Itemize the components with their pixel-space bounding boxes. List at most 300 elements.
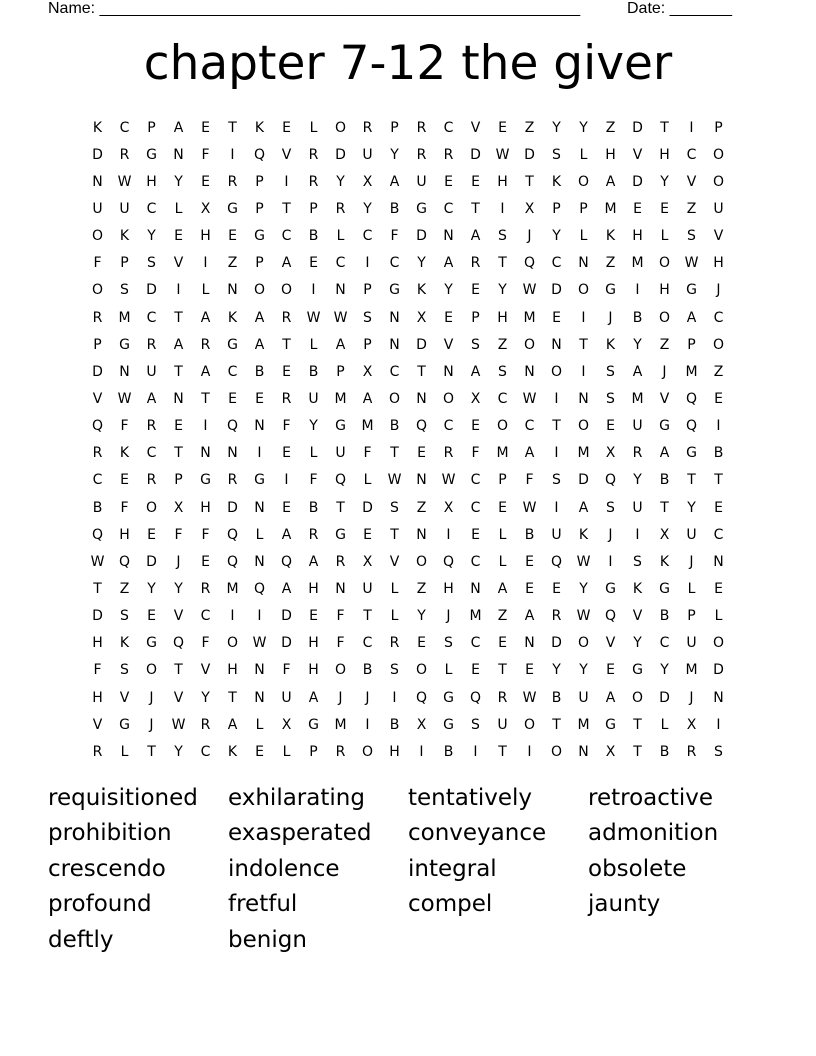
grid-letter[interactable]: H: [389, 743, 400, 760]
grid-letter[interactable]: L: [714, 608, 723, 625]
grid-letter[interactable]: L: [174, 200, 183, 217]
grid-letter[interactable]: Y: [147, 228, 156, 245]
grid-letter[interactable]: E: [660, 200, 669, 217]
grid-letter[interactable]: R: [308, 146, 319, 163]
grid-letter[interactable]: R: [200, 716, 211, 733]
grid-letter[interactable]: D: [281, 608, 292, 625]
grid-letter[interactable]: T: [498, 743, 507, 760]
grid-letter[interactable]: T: [228, 689, 237, 706]
grid-letter[interactable]: X: [362, 363, 373, 380]
grid-letter[interactable]: T: [282, 200, 291, 217]
grid-letter[interactable]: R: [389, 635, 400, 652]
grid-letter[interactable]: G: [227, 200, 238, 217]
grid-letter[interactable]: D: [632, 119, 643, 136]
grid-letter[interactable]: Q: [550, 553, 563, 570]
grid-letter[interactable]: F: [282, 418, 291, 435]
grid-letter[interactable]: L: [309, 445, 318, 462]
grid-letter[interactable]: R: [281, 390, 292, 407]
grid-letter[interactable]: U: [686, 526, 697, 543]
grid-letter[interactable]: O: [280, 282, 293, 299]
grid-letter[interactable]: A: [200, 363, 211, 380]
grid-letter[interactable]: H: [119, 526, 130, 543]
grid-letter[interactable]: L: [309, 336, 318, 353]
grid-letter[interactable]: W: [387, 472, 402, 489]
grid-letter[interactable]: H: [227, 662, 238, 679]
grid-letter[interactable]: X: [362, 173, 373, 190]
grid-letter[interactable]: P: [147, 119, 156, 136]
grid-letter[interactable]: E: [471, 526, 480, 543]
grid-letter[interactable]: Q: [469, 689, 482, 706]
grid-letter[interactable]: P: [498, 472, 507, 489]
grid-letter[interactable]: E: [309, 608, 318, 625]
grid-letter[interactable]: P: [93, 336, 102, 353]
grid-letter[interactable]: U: [632, 499, 643, 516]
grid-letter[interactable]: M: [577, 445, 590, 462]
grid-letter[interactable]: N: [173, 146, 184, 163]
grid-letter[interactable]: H: [605, 146, 616, 163]
grid-letter[interactable]: G: [254, 228, 265, 245]
grid-letter[interactable]: G: [119, 336, 130, 353]
grid-letter[interactable]: C: [362, 228, 373, 245]
grid-letter[interactable]: N: [713, 553, 724, 570]
grid-letter[interactable]: F: [309, 472, 318, 489]
grid-letter[interactable]: T: [687, 472, 696, 489]
grid-letter[interactable]: Q: [334, 472, 347, 489]
grid-letter[interactable]: E: [282, 499, 291, 516]
grid-letter[interactable]: T: [552, 418, 561, 435]
grid-letter[interactable]: P: [309, 200, 318, 217]
grid-letter[interactable]: B: [308, 363, 319, 380]
grid-letter[interactable]: C: [551, 255, 562, 272]
grid-letter[interactable]: Y: [633, 336, 642, 353]
grid-letter[interactable]: Y: [552, 228, 561, 245]
grid-letter[interactable]: B: [92, 499, 103, 516]
grid-letter[interactable]: T: [174, 445, 183, 462]
grid-letter[interactable]: S: [120, 662, 129, 679]
grid-letter[interactable]: R: [497, 689, 508, 706]
grid-letter[interactable]: I: [608, 553, 613, 570]
grid-letter[interactable]: D: [524, 146, 535, 163]
grid-letter[interactable]: E: [201, 553, 210, 570]
grid-letter[interactable]: B: [389, 200, 400, 217]
grid-letter[interactable]: O: [577, 282, 590, 299]
grid-letter[interactable]: B: [254, 363, 265, 380]
grid-letter[interactable]: S: [606, 363, 615, 380]
grid-letter[interactable]: E: [525, 553, 534, 570]
grid-letter[interactable]: T: [201, 390, 210, 407]
grid-letter[interactable]: I: [554, 445, 559, 462]
grid-letter[interactable]: Z: [497, 608, 508, 625]
grid-letter[interactable]: N: [524, 635, 535, 652]
grid-letter[interactable]: C: [470, 472, 481, 489]
grid-letter[interactable]: N: [227, 282, 238, 299]
grid-letter[interactable]: L: [390, 580, 399, 597]
grid-letter[interactable]: U: [362, 580, 373, 597]
grid-letter[interactable]: R: [443, 445, 454, 462]
grid-letter[interactable]: E: [255, 390, 264, 407]
grid-letter[interactable]: Y: [579, 662, 588, 679]
grid-letter[interactable]: B: [308, 228, 319, 245]
grid-letter[interactable]: C: [146, 309, 157, 326]
grid-letter[interactable]: I: [176, 282, 181, 299]
grid-letter[interactable]: J: [365, 689, 370, 706]
name-field-label[interactable]: Name: ______________________________________________________: [48, 0, 581, 17]
grid-letter[interactable]: Y: [552, 119, 561, 136]
grid-letter[interactable]: I: [257, 608, 262, 625]
grid-letter[interactable]: V: [389, 553, 400, 570]
grid-letter[interactable]: A: [335, 336, 346, 353]
grid-letter[interactable]: B: [362, 662, 373, 679]
grid-letter[interactable]: U: [551, 526, 562, 543]
grid-letter[interactable]: M: [523, 309, 536, 326]
grid-letter[interactable]: L: [309, 119, 318, 136]
grid-letter[interactable]: Y: [633, 635, 642, 652]
grid-letter[interactable]: A: [605, 173, 616, 190]
grid-letter[interactable]: P: [174, 472, 183, 489]
grid-letter[interactable]: T: [390, 526, 399, 543]
grid-letter[interactable]: Z: [605, 119, 616, 136]
grid-letter[interactable]: K: [578, 526, 589, 543]
grid-letter[interactable]: T: [498, 255, 507, 272]
grid-letter[interactable]: S: [498, 228, 507, 245]
grid-letter[interactable]: M: [685, 662, 698, 679]
grid-letter[interactable]: G: [605, 716, 616, 733]
grid-letter[interactable]: G: [686, 445, 697, 462]
grid-letter[interactable]: V: [443, 336, 454, 353]
grid-letter[interactable]: E: [714, 390, 723, 407]
grid-letter[interactable]: R: [686, 743, 697, 760]
grid-letter[interactable]: T: [282, 336, 291, 353]
grid-letter[interactable]: R: [335, 743, 346, 760]
grid-letter[interactable]: W: [522, 689, 537, 706]
grid-letter[interactable]: W: [252, 635, 267, 652]
grid-letter[interactable]: I: [230, 146, 235, 163]
grid-letter[interactable]: L: [390, 608, 399, 625]
grid-letter[interactable]: S: [120, 608, 129, 625]
grid-letter[interactable]: K: [416, 282, 427, 299]
grid-letter[interactable]: J: [149, 689, 154, 706]
grid-letter[interactable]: A: [578, 499, 589, 516]
grid-letter[interactable]: P: [336, 363, 345, 380]
grid-letter[interactable]: U: [416, 173, 427, 190]
grid-letter[interactable]: B: [389, 716, 400, 733]
grid-letter[interactable]: G: [443, 689, 454, 706]
grid-letter[interactable]: O: [550, 363, 563, 380]
grid-letter[interactable]: N: [254, 418, 265, 435]
grid-letter[interactable]: C: [443, 119, 454, 136]
grid-letter[interactable]: I: [230, 608, 235, 625]
grid-letter[interactable]: A: [308, 553, 319, 570]
grid-letter[interactable]: Q: [226, 526, 239, 543]
grid-letter[interactable]: Y: [660, 173, 669, 190]
grid-letter[interactable]: P: [309, 743, 318, 760]
grid-letter[interactable]: G: [119, 716, 130, 733]
grid-letter[interactable]: W: [522, 390, 537, 407]
grid-letter[interactable]: P: [363, 336, 372, 353]
grid-letter[interactable]: F: [93, 662, 102, 679]
grid-letter[interactable]: D: [551, 282, 562, 299]
grid-letter[interactable]: R: [146, 418, 157, 435]
grid-letter[interactable]: M: [577, 716, 590, 733]
grid-letter[interactable]: C: [524, 418, 535, 435]
grid-letter[interactable]: E: [471, 662, 480, 679]
grid-letter[interactable]: O: [631, 689, 644, 706]
grid-letter[interactable]: U: [632, 418, 643, 435]
grid-letter[interactable]: V: [119, 689, 130, 706]
grid-letter[interactable]: R: [119, 146, 130, 163]
grid-letter[interactable]: Q: [172, 635, 185, 652]
grid-letter[interactable]: E: [228, 390, 237, 407]
grid-letter[interactable]: W: [306, 309, 321, 326]
grid-letter[interactable]: R: [92, 445, 103, 462]
grid-letter[interactable]: Z: [416, 499, 427, 516]
grid-letter[interactable]: Y: [687, 499, 696, 516]
grid-letter[interactable]: N: [524, 363, 535, 380]
grid-letter[interactable]: A: [524, 445, 535, 462]
grid-letter[interactable]: L: [444, 662, 453, 679]
grid-letter[interactable]: C: [497, 390, 508, 407]
grid-letter[interactable]: L: [336, 228, 345, 245]
grid-letter[interactable]: T: [471, 200, 480, 217]
grid-letter[interactable]: E: [714, 499, 723, 516]
grid-letter[interactable]: N: [578, 390, 589, 407]
grid-letter[interactable]: B: [551, 689, 562, 706]
grid-letter[interactable]: X: [686, 716, 697, 733]
grid-letter[interactable]: A: [659, 445, 670, 462]
grid-letter[interactable]: G: [389, 282, 400, 299]
grid-letter[interactable]: O: [442, 390, 455, 407]
grid-letter[interactable]: R: [92, 743, 103, 760]
grid-letter[interactable]: V: [713, 228, 724, 245]
grid-letter[interactable]: P: [363, 282, 372, 299]
grid-letter[interactable]: T: [660, 499, 669, 516]
grid-letter[interactable]: H: [659, 282, 670, 299]
grid-letter[interactable]: F: [471, 445, 480, 462]
grid-letter[interactable]: I: [203, 255, 208, 272]
grid-letter[interactable]: F: [336, 635, 345, 652]
grid-letter[interactable]: G: [335, 526, 346, 543]
grid-letter[interactable]: C: [713, 526, 724, 543]
grid-letter[interactable]: D: [227, 499, 238, 516]
grid-letter[interactable]: X: [470, 390, 481, 407]
grid-letter[interactable]: W: [441, 472, 456, 489]
grid-letter[interactable]: V: [632, 608, 643, 625]
grid-letter[interactable]: K: [119, 228, 130, 245]
grid-letter[interactable]: L: [255, 526, 264, 543]
grid-letter[interactable]: T: [417, 363, 426, 380]
grid-letter[interactable]: Z: [119, 580, 130, 597]
grid-letter[interactable]: L: [282, 743, 291, 760]
grid-letter[interactable]: F: [363, 445, 372, 462]
grid-letter[interactable]: C: [227, 363, 238, 380]
grid-letter[interactable]: J: [176, 553, 181, 570]
grid-letter[interactable]: Y: [174, 580, 183, 597]
grid-letter[interactable]: R: [146, 336, 157, 353]
grid-letter[interactable]: O: [496, 418, 509, 435]
grid-letter[interactable]: H: [308, 580, 319, 597]
grid-letter[interactable]: D: [416, 228, 427, 245]
grid-letter[interactable]: Z: [227, 255, 238, 272]
grid-letter[interactable]: U: [119, 200, 130, 217]
grid-letter[interactable]: O: [523, 336, 536, 353]
grid-letter[interactable]: U: [578, 689, 589, 706]
grid-letter[interactable]: H: [200, 499, 211, 516]
grid-letter[interactable]: K: [92, 119, 103, 136]
grid-letter[interactable]: O: [91, 228, 104, 245]
grid-letter[interactable]: C: [119, 119, 130, 136]
grid-letter[interactable]: M: [334, 716, 347, 733]
grid-letter[interactable]: C: [146, 445, 157, 462]
grid-letter[interactable]: K: [632, 580, 643, 597]
grid-letter[interactable]: Y: [336, 173, 345, 190]
grid-letter[interactable]: U: [497, 716, 508, 733]
grid-letter[interactable]: O: [415, 553, 428, 570]
grid-letter[interactable]: S: [606, 499, 615, 516]
grid-letter[interactable]: J: [689, 553, 694, 570]
grid-letter[interactable]: V: [605, 635, 616, 652]
grid-letter[interactable]: Q: [280, 553, 293, 570]
grid-letter[interactable]: W: [171, 716, 186, 733]
grid-letter[interactable]: T: [552, 716, 561, 733]
grid-letter[interactable]: E: [714, 580, 723, 597]
grid-letter[interactable]: A: [281, 526, 292, 543]
grid-letter[interactable]: Q: [253, 146, 266, 163]
grid-letter[interactable]: U: [335, 445, 346, 462]
grid-letter[interactable]: T: [174, 662, 183, 679]
grid-letter[interactable]: E: [282, 445, 291, 462]
grid-letter[interactable]: J: [446, 608, 451, 625]
grid-letter[interactable]: N: [227, 445, 238, 462]
grid-letter[interactable]: N: [254, 662, 265, 679]
grid-letter[interactable]: Q: [91, 526, 104, 543]
grid-letter[interactable]: P: [687, 336, 696, 353]
grid-letter[interactable]: U: [362, 146, 373, 163]
grid-letter[interactable]: N: [92, 173, 103, 190]
grid-letter[interactable]: E: [633, 200, 642, 217]
grid-letter[interactable]: X: [173, 499, 184, 516]
grid-letter[interactable]: N: [416, 526, 427, 543]
grid-letter[interactable]: L: [498, 526, 507, 543]
grid-letter[interactable]: T: [660, 119, 669, 136]
grid-letter[interactable]: V: [632, 146, 643, 163]
grid-letter[interactable]: A: [389, 173, 400, 190]
grid-letter[interactable]: U: [713, 200, 724, 217]
grid-letter[interactable]: W: [522, 499, 537, 516]
grid-letter[interactable]: V: [281, 146, 292, 163]
grid-letter[interactable]: I: [284, 173, 289, 190]
grid-letter[interactable]: B: [308, 499, 319, 516]
grid-letter[interactable]: K: [227, 743, 238, 760]
grid-letter[interactable]: T: [633, 743, 642, 760]
grid-letter[interactable]: Q: [604, 472, 617, 489]
grid-letter[interactable]: Y: [147, 580, 156, 597]
grid-letter[interactable]: N: [470, 580, 481, 597]
grid-letter[interactable]: W: [576, 553, 591, 570]
grid-letter[interactable]: Z: [524, 119, 535, 136]
grid-letter[interactable]: R: [281, 309, 292, 326]
grid-letter[interactable]: U: [308, 390, 319, 407]
grid-letter[interactable]: S: [471, 336, 480, 353]
grid-letter[interactable]: A: [632, 363, 643, 380]
grid-letter[interactable]: F: [282, 662, 291, 679]
grid-letter[interactable]: I: [257, 445, 262, 462]
grid-letter[interactable]: W: [576, 608, 591, 625]
grid-letter[interactable]: E: [606, 418, 615, 435]
grid-letter[interactable]: D: [551, 635, 562, 652]
grid-letter[interactable]: H: [146, 173, 157, 190]
grid-letter[interactable]: C: [92, 472, 103, 489]
grid-letter[interactable]: O: [253, 282, 266, 299]
grid-letter[interactable]: N: [713, 689, 724, 706]
grid-letter[interactable]: Z: [416, 580, 427, 597]
grid-letter[interactable]: R: [308, 173, 319, 190]
grid-letter[interactable]: N: [578, 255, 589, 272]
grid-letter[interactable]: E: [309, 255, 318, 272]
grid-letter[interactable]: I: [203, 418, 208, 435]
grid-letter[interactable]: N: [200, 445, 211, 462]
grid-letter[interactable]: Q: [685, 418, 698, 435]
grid-letter[interactable]: Y: [552, 662, 561, 679]
grid-letter[interactable]: K: [254, 119, 265, 136]
grid-letter[interactable]: E: [525, 580, 534, 597]
grid-letter[interactable]: X: [416, 309, 427, 326]
grid-letter[interactable]: T: [714, 472, 723, 489]
grid-letter[interactable]: Q: [523, 255, 536, 272]
grid-letter[interactable]: Y: [444, 282, 453, 299]
grid-letter[interactable]: S: [363, 309, 372, 326]
grid-letter[interactable]: W: [90, 553, 105, 570]
grid-letter[interactable]: M: [226, 580, 239, 597]
grid-letter[interactable]: Q: [442, 553, 455, 570]
grid-letter[interactable]: K: [605, 336, 616, 353]
grid-letter[interactable]: O: [658, 309, 671, 326]
grid-letter[interactable]: G: [632, 662, 643, 679]
grid-letter[interactable]: E: [417, 635, 426, 652]
grid-letter[interactable]: Y: [579, 580, 588, 597]
grid-letter[interactable]: S: [552, 472, 561, 489]
grid-letter[interactable]: A: [524, 608, 535, 625]
grid-letter[interactable]: W: [333, 309, 348, 326]
grid-letter[interactable]: E: [606, 662, 615, 679]
grid-letter[interactable]: S: [120, 282, 129, 299]
grid-letter[interactable]: R: [308, 526, 319, 543]
grid-letter[interactable]: X: [524, 200, 535, 217]
grid-letter[interactable]: R: [227, 472, 238, 489]
grid-letter[interactable]: S: [498, 363, 507, 380]
grid-letter[interactable]: D: [578, 472, 589, 489]
grid-letter[interactable]: P: [255, 173, 264, 190]
grid-letter[interactable]: D: [416, 336, 427, 353]
grid-letter[interactable]: R: [200, 580, 211, 597]
grid-letter[interactable]: M: [631, 390, 644, 407]
grid-letter[interactable]: K: [227, 309, 238, 326]
grid-letter[interactable]: Y: [201, 689, 210, 706]
grid-letter[interactable]: T: [363, 608, 372, 625]
grid-letter[interactable]: U: [281, 689, 292, 706]
grid-letter[interactable]: K: [605, 228, 616, 245]
grid-letter[interactable]: B: [443, 743, 454, 760]
grid-letter[interactable]: R: [335, 553, 346, 570]
grid-letter[interactable]: B: [389, 418, 400, 435]
grid-letter[interactable]: S: [687, 228, 696, 245]
grid-letter[interactable]: R: [92, 309, 103, 326]
grid-letter[interactable]: G: [659, 580, 670, 597]
grid-letter[interactable]: N: [389, 336, 400, 353]
grid-letter[interactable]: E: [363, 526, 372, 543]
grid-letter[interactable]: C: [200, 608, 211, 625]
grid-letter[interactable]: L: [498, 553, 507, 570]
grid-letter[interactable]: B: [632, 309, 643, 326]
